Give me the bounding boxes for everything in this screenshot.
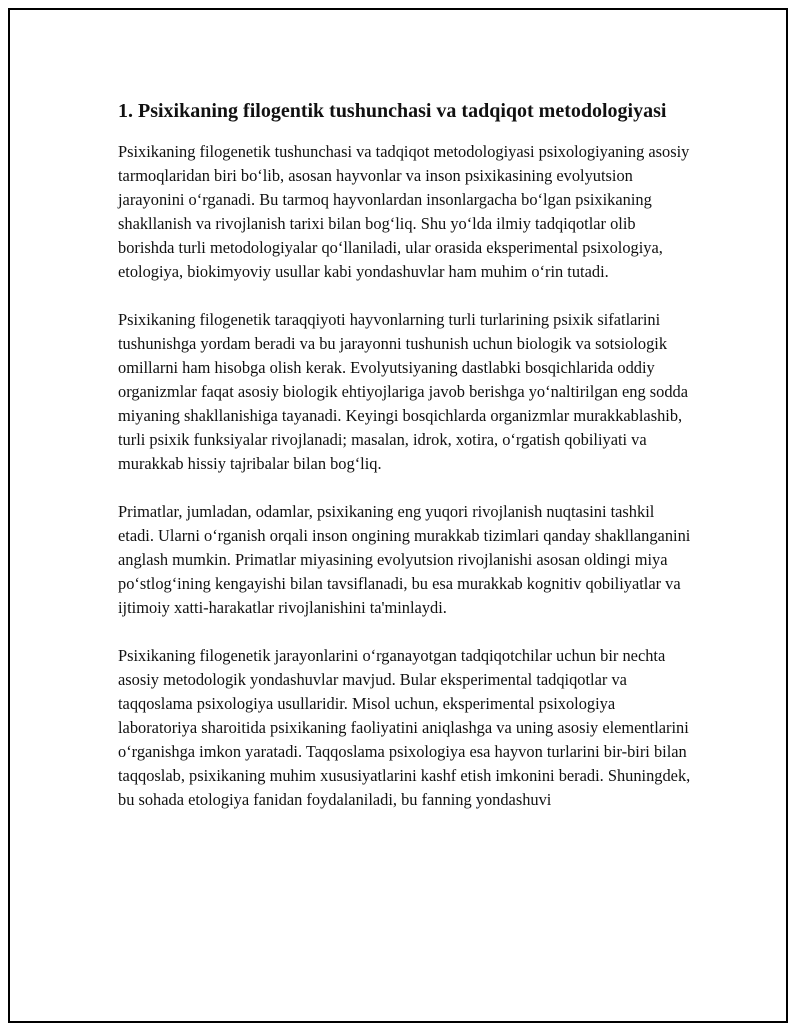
document-page bbox=[8, 8, 788, 1023]
document-body bbox=[118, 98, 694, 836]
paragraph-3: Primatlar, jumladan, odamlar, psixikaning eng yuqori rivojlanish nuqtasini tashkil etadi. Ularni o‘rganish orqali inson ongining murakkab tizimlari qanday shakllanganini anglash mumkin. Primatlar miyasining evolyutsion rivojlanishi asosan oldingi miya po‘stlog‘ining kengayishi bilan tavsiflanadi, bu esa murakkab kognitiv qobiliyatlar va ijtimoiy xatti-harakatlar rivojlanishini ta'minlaydi. bbox=[118, 502, 691, 617]
paragraph-2: Psixikaning filogenetik taraqqiyoti hayvonlarning turli turlarining psixik sifatlarini tushunishga yordam beradi va bu jarayonni tushunish uchun biologik va sotsiologik omillarni ham hisobga olish kerak. Evolyutsiyaning dastlabki bosqichlarida oddiy organizmlar faqat asosiy biologik ehtiyojlariga javob berishga yo‘naltirilgan eng sodda miyaning shakllanishiga tayanadi. Keyingi bosqichlarda organizmlar murakkablashib, turli psixik funksiyalar rivojlanadi; masalan, idrok, xotira, o‘rgatish qobiliyati va murakkab hissiy tajribalar bilan bog‘liq. bbox=[118, 310, 689, 473]
paragraph-4: Psixikaning filogenetik jarayonlarini o‘rganayotgan tadqiqotchilar uchun bir nechta asosiy metodologik yondashuvlar mavjud. Bular eksperimental tadqiqotlar va taqqoslama psixologiya usullaridir. Misol uchun, eksperimental psixologiya laboratoriya sharoitida psixikaning faoliyatini aniqlashga va uning asosiy elementlarini o‘rganishga imkon yaratadi. Taqqoslama psixologiya esa hayvon turlarini bir-biri bilan taqqoslab, psixikaning muhim xususiyatlarini kashf etish imkonini beradi. Shuningdek, bu sohada etologiya fanidan foydalaniladi, bu fanning yondashuvi bbox=[118, 646, 691, 809]
paragraph-1: Psixikaning filogenetik tushunchasi va tadqiqot metodologiyasi psixologiyaning asosiy tarmoqlaridan biri bo‘lib, asosan hayvonlar va inson psixikasining evolyutsion jarayonini o‘rganadi. Bu tarmoq hayvonlardan insonlargacha bo‘lgan psixikaning shakllanish va rivojlanish tarixi bilan bog‘liq. Shu yo‘lda ilmiy tadqiqotlar olib borishda turli metodologiyalar qo‘llaniladi, ular orasida eksperimental psixologiya, etologiya, biokimyoviy usullar kabi yondashuvlar ham muhim o‘rin tutadi. bbox=[118, 142, 690, 281]
section-heading: 1. Psixikaning filogentik tushunchasi va tadqiqot metodologiyasi bbox=[118, 100, 667, 122]
